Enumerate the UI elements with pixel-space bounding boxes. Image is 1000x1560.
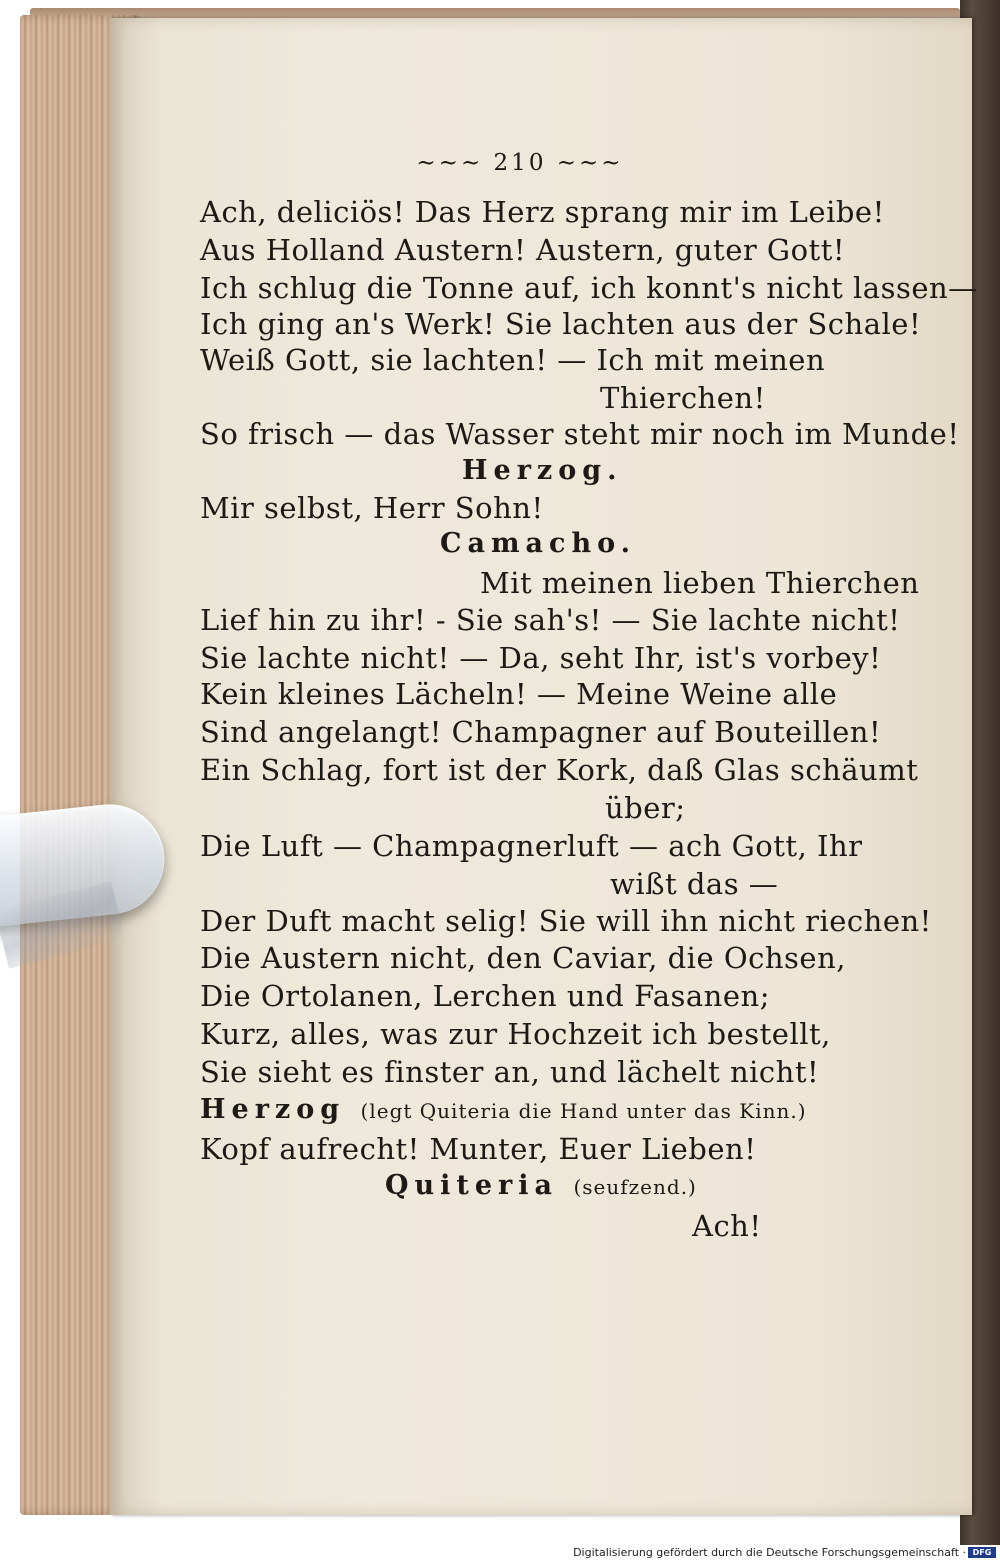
verse-line: Die Ortolanen, Lerchen und Fasanen; <box>200 979 770 1013</box>
verse-line: Die Austern nicht, den Caviar, die Ochsen, <box>200 941 846 975</box>
speaker-name: Herzog. <box>462 455 623 486</box>
verse-line: Sind angelangt! Champagner auf Bouteillen! <box>200 715 882 749</box>
dfg-logo: DFG <box>968 1547 996 1558</box>
verse-line: Ach! <box>692 1209 762 1243</box>
verse-line: Lief hin zu ihr! - Sie sah's! — Sie lachte nicht! <box>200 603 901 637</box>
verse-line: Ich ging an's Werk! Sie lachten aus der Schale! <box>200 307 922 341</box>
verse-line: Kurz, alles, was zur Hochzeit ich bestellt, <box>200 1017 831 1051</box>
header-ornament-right: ~~~ <box>556 150 624 176</box>
page-number: 210 <box>493 150 547 176</box>
verse-line-text: Weiß Gott, sie lachten! — Ich mit meinen <box>200 343 826 377</box>
verse-line: Der Duft macht selig! Sie will ihn nicht riechen! <box>200 904 932 938</box>
speaker-name: Quiteria <box>385 1170 559 1201</box>
header-ornament-left: ~~~ <box>416 150 484 176</box>
stage-direction-line <box>200 1094 807 1125</box>
verse-line: Kein kleines Lächeln! — Meine Weine alle <box>200 677 838 711</box>
verse-line: Sie sieht es finster an, und lächelt nicht! <box>200 1055 820 1089</box>
verse-line: So frisch — das Wasser steht mir noch im Munde! <box>200 417 960 451</box>
verse-line: Ich schlug die Tonne auf, ich konnt's nicht lassen— <box>200 271 978 305</box>
stage-direction: (legt Quiteria die Hand unter das Kinn.) <box>360 1099 807 1123</box>
verse-line: Mit meinen lieben Thierchen <box>480 566 920 600</box>
speaker-name: Herzog <box>200 1094 346 1125</box>
verse-line <box>200 342 835 378</box>
verse-line: Kopf aufrecht! Munter, Euer Lieben! <box>200 1132 757 1166</box>
verse-line-continuation: wißt das — <box>610 867 779 901</box>
verse-line: Aus Holland Austern! Austern, guter Gott! <box>200 233 846 267</box>
verse-line-continuation: über; <box>605 791 686 825</box>
verse-line: Ach, deliciös! Das Herz sprang mir im Leibe! <box>200 195 885 229</box>
verse-line: Mir selbst, Herr Sohn! <box>200 491 544 525</box>
verse-line: Die Luft — Champagnerluft — ach Gott, Ihr <box>200 829 863 863</box>
speaker-name: Camacho. <box>440 528 637 559</box>
footer-credit: Digitalisierung gefördert durch die Deutsche Forschungsgemeinschaft · <box>573 1546 966 1559</box>
stage-direction-line <box>385 1170 697 1201</box>
page-number-header <box>200 150 840 176</box>
verse-line: Ein Schlag, fort ist der Kork, daß Glas schäumt <box>200 753 919 787</box>
verse-line: Sie lachte nicht! — Da, seht Ihr, ist's vorbey! <box>200 641 882 675</box>
verse-line-continuation: Thierchen! <box>600 381 766 415</box>
stage-direction: (seufzend.) <box>573 1175 697 1199</box>
scan-footer <box>0 1545 1000 1560</box>
